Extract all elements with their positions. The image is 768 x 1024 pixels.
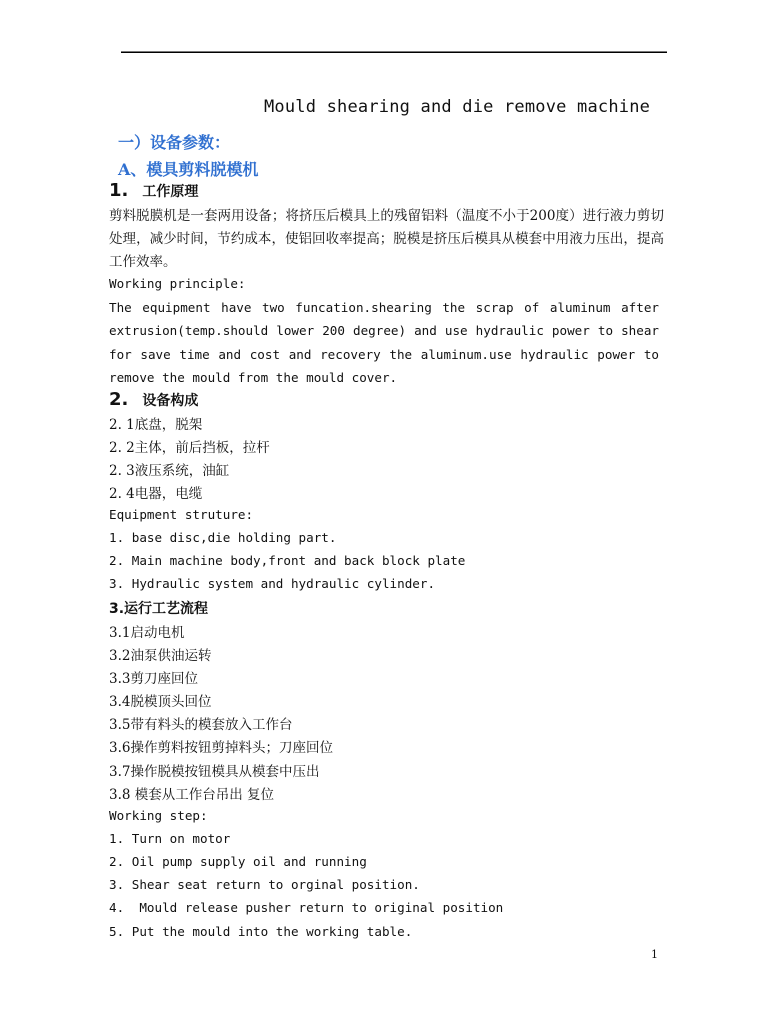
section-heading: 一）设备参数：: [118, 133, 231, 152]
principle-en-paragraph: The equipment have two funcation.shearing the scrap of aluminum after extrusion(temp.should lower 200 degree) and use hydraulic power to shear for save time and cost and recovery the aluminum.use hydraulic power to remove the mould from the mould cover.: [109, 300, 659, 385]
process-cn-item: 3.5带有料头的模套放入工作台: [109, 717, 293, 733]
principle-cn-paragraph: 剪料脱膜机是一套两用设备；将挤压后模具上的残留铝料（温度不小于200度）进行液力剪切处理，减少时间，节约成本，使铝回收率提高；脱模是挤压后模具从模套中用液力压出，提高工作效率。: [109, 208, 664, 270]
process-en-item: 4. Mould release pusher return to original position: [109, 900, 504, 915]
composition-cn-item: 2. 3液压系统，油缸: [109, 463, 230, 479]
principle-number: 1.: [109, 180, 129, 201]
process-en-item: 2. Oil pump supply oil and running: [109, 854, 367, 869]
process-cn-item: 3.6操作剪料按钮剪掉料头；刀座回位: [109, 740, 333, 756]
process-en-item: 1. Turn on motor: [109, 831, 231, 846]
process-cn-item: 3.7操作脱模按钮模具从模套中压出: [109, 764, 320, 780]
composition-cn-item: 2. 2主体，前后挡板，拉杆: [109, 440, 270, 456]
composition-en-label: Equipment struture:: [109, 507, 254, 522]
process-heading: 3.运行工艺流程: [109, 601, 209, 617]
principle-heading: [109, 180, 198, 201]
composition-number: 2.: [109, 389, 129, 410]
process-en-item: 3. Shear seat return to orginal position.: [109, 877, 420, 892]
page-number: 1: [651, 948, 658, 961]
principle-heading-text: 工作原理: [142, 184, 199, 200]
process-cn-item: 3.4脱模顶头回位: [109, 694, 212, 710]
composition-cn-item: 2. 1底盘，脱架: [109, 417, 203, 433]
process-cn-item: 3.2油泵供油运转: [109, 648, 212, 664]
process-cn-item: 3.3剪刀座回位: [109, 671, 198, 687]
document-title: Mould shearing and die remove machine: [264, 97, 651, 117]
composition-en-item: 1. base disc,die holding part.: [109, 530, 337, 545]
header-rule: [121, 51, 667, 53]
process-en-label: Working step:: [109, 808, 208, 823]
process-cn-item: 3.8 模套从工作台吊出 复位: [109, 787, 275, 803]
composition-heading-text: 设备构成: [142, 393, 199, 409]
composition-en-item: 3. Hydraulic system and hydraulic cylinder.: [109, 576, 436, 591]
subsection-heading: A、模具剪料脱模机: [118, 160, 259, 179]
process-cn-item: 3.1启动电机: [109, 625, 185, 641]
composition-heading: [109, 389, 198, 410]
composition-cn-item: 2. 4电器，电缆: [109, 486, 203, 502]
process-en-item: 5. Put the mould into the working table.: [109, 924, 413, 939]
principle-en-label: Working principle:: [109, 276, 246, 291]
composition-en-item: 2. Main machine body,front and back block plate: [109, 553, 466, 568]
